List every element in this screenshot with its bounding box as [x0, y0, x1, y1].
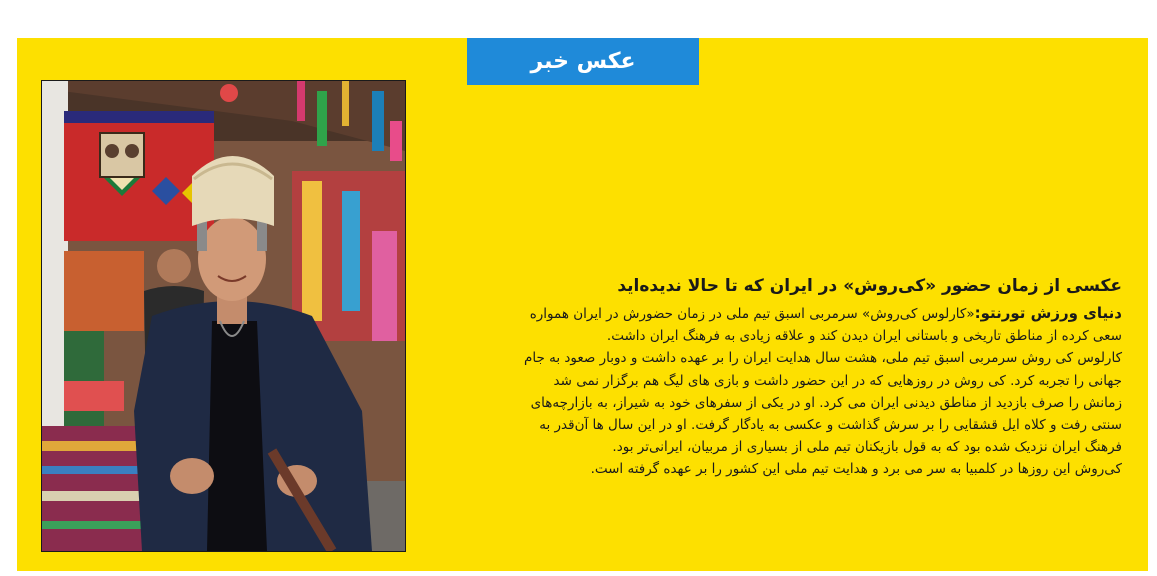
body-line [424, 302, 1122, 325]
section-title: عکس خبر [467, 38, 699, 85]
body-line: سنتی رفت و کلاه ایل قشقایی را بر سرش گذاشت و عکسی به یادگار گرفت. او در این سال ها آن‌قدر به [539, 417, 1122, 434]
news-photo-panel [17, 38, 1148, 571]
byline: دنیای ورزش تورنتو: [974, 304, 1122, 322]
body-line: فرهنگ ایران نزدیک شده بود که به قول بازیکنان تیم ملی از بسیاری از مربیان، ایرانی‌تر بود. [612, 439, 1122, 456]
body-line: جهانی را تجربه کرد. کی روش در روزهایی که در این حضور داشت و بازی های لیگ هم برگزار نمی شد [553, 372, 1122, 389]
article [424, 274, 1122, 481]
body-line: زمانش را صرف بازدید از مناطق دیدنی ایران می کرد. او در یکی از سفرهای خود به شیراز، به بازارچه‌های [530, 394, 1122, 411]
body-line: کارلوس کی روش سرمربی اسبق تیم ملی، هشت سال هدایت ایران را بر عهده داشت و دوبار صعود به جام [523, 350, 1122, 367]
body-line: سعی کرده از مناطق تاریخی و باستانی ایران دیدن کند و علاقه زیادی به فرهنگ ایران داشت. [606, 328, 1122, 345]
news-photo [41, 80, 406, 552]
body-line: کی‌روش این روزها در کلمبیا به سر می برد و هدایت تیم ملی این کشور را بر عهده گرفته است. [590, 461, 1122, 478]
headline: عکسی از زمان حضور «کی‌روش» در ایران که تا حالا ندیده‌اید [617, 276, 1122, 296]
body-line-text: «کارلوس کی‌روش» سرمربی اسبق تیم ملی در زمان حضورش در ایران همواره [529, 306, 975, 322]
